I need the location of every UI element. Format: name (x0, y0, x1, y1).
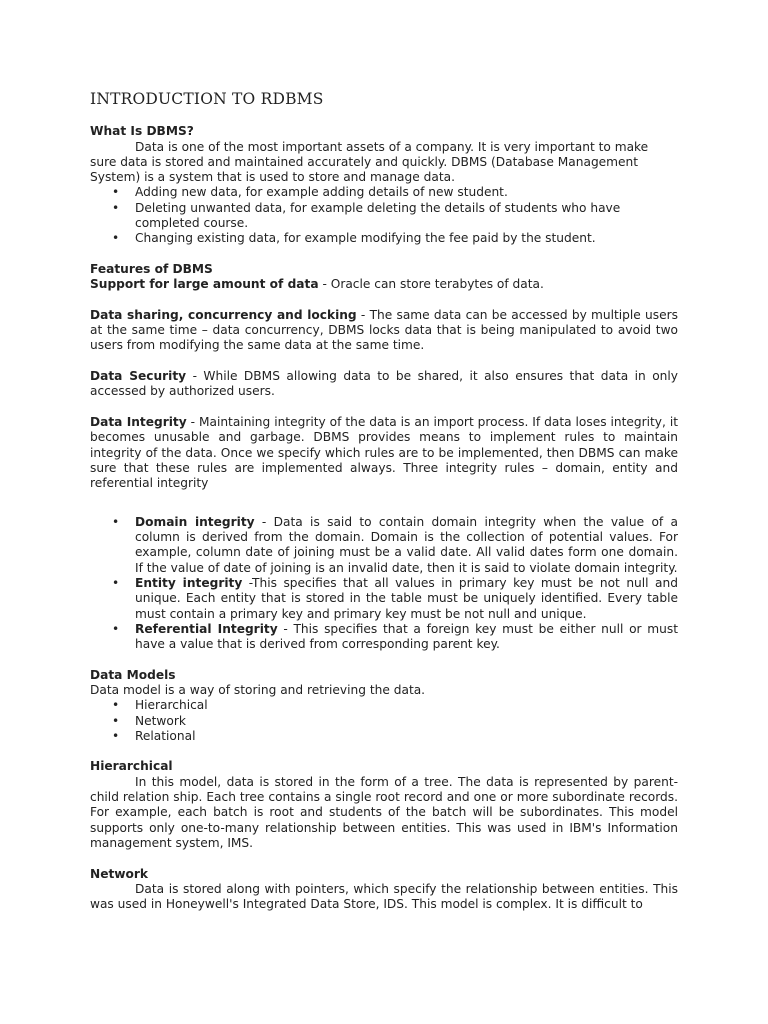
heading-network: Network (90, 866, 149, 881)
list-data-models (90, 698, 678, 744)
paragraph-large-data (90, 277, 678, 292)
text-integrity: - Maintaining integrity of the data is an import process. If data loses integrity, it becomes unusable and garbage. DBMS provides means to implement rules to maintain integrity of the data. Once we specify which rules are to be implemented, then DBMS can make sure that these rules are implemented always. Three integrity rules – domain, entity and referential integrity (90, 414, 678, 491)
term-large-data: Support for large amount of data (90, 277, 319, 292)
term-entity: Entity integrity (135, 575, 243, 590)
document-title: INTRODUCTION TO RDBMS (90, 90, 324, 108)
term-integrity: Data Integrity (90, 414, 187, 429)
document-page (90, 92, 678, 912)
list-item: • Deleting unwanted data, for example deleting the details of students who have completed course. (135, 201, 678, 232)
list-item: • Network (135, 714, 678, 729)
list-item-entity (135, 576, 678, 622)
list-item: • Adding new data, for example adding details of new student. (135, 185, 678, 200)
paragraph-data-models: Data model is a way of storing and retrieving the data. (90, 682, 426, 697)
paragraph-what-is-dbms: Data is one of the most important assets of a company. It is very important to make sure data is stored and maintained accurately and quickly. DBMS (Database Management System) is a system that is used to store and manage data. (90, 139, 649, 185)
heading-what-is-dbms: What Is DBMS? (90, 124, 194, 139)
text-domain: - Data is said to contain domain integrity when the value of a column is derived from the domain. Domain is the collection of potential values. For example, column date of joining must be a valid date. All valid dates form one domain. If the value of date of joining is an invalid date, then it is said to violate domain integrity. (135, 514, 678, 575)
list-item-domain (135, 515, 678, 576)
term-sharing: Data sharing, concurrency and locking (90, 307, 357, 322)
heading-features: Features of DBMS (90, 261, 213, 276)
paragraph-security (90, 369, 678, 400)
text-entity: -This specifies that all values in primary key must be not null and unique. Each entity that is stored in the table must be uniquely identified. Every table must contain a primary key and primary key must be not null and unique. (135, 575, 678, 621)
term-security: Data Security (90, 369, 187, 384)
list-item: • Changing existing data, for example modifying the fee paid by the student. (135, 231, 678, 246)
paragraph-hierarchical: In this model, data is stored in the form of a tree. The data is represented by parent-child relation ship. Each tree contains a single root record and one or more subordinate records. For example, each batch is root and students of the batch will be subordinates. This model supports only one-to-many relationship between entities. This was used in IBM's Information management system, IMS. (90, 774, 678, 850)
list-item: • Relational (135, 729, 678, 744)
term-referential: Referential Integrity (135, 621, 278, 636)
list-item: • Hierarchical (135, 698, 678, 713)
text-large-data: - Oracle can store terabytes of data. (318, 277, 544, 292)
heading-data-models: Data Models (90, 667, 176, 682)
term-domain: Domain integrity (135, 514, 255, 529)
heading-hierarchical: Hierarchical (90, 759, 173, 774)
paragraph-integrity (90, 415, 678, 491)
list-item-referential (135, 622, 678, 653)
text-referential: - This specifies that a foreign key must be either null or must have a value that is derived from corresponding parent key. (135, 621, 678, 652)
paragraph-network: Data is stored along with pointers, which specify the relationship between entities. This was used in Honeywell's Integrated Data Store, IDS. This model is complex. It is difficult to (90, 881, 678, 912)
text-security: - While DBMS allowing data to be shared, it also ensures that data in only accessed by authorized users. (90, 369, 678, 399)
list-dbms-operations (90, 185, 678, 246)
list-integrity-rules (90, 515, 678, 653)
text-sharing: - The same data can be accessed by multiple users at the same time – data concurrency, DBMS locks data that is being manipulated to avoid two users from modifying the same data at the same time. (90, 307, 678, 353)
paragraph-sharing (90, 308, 678, 354)
